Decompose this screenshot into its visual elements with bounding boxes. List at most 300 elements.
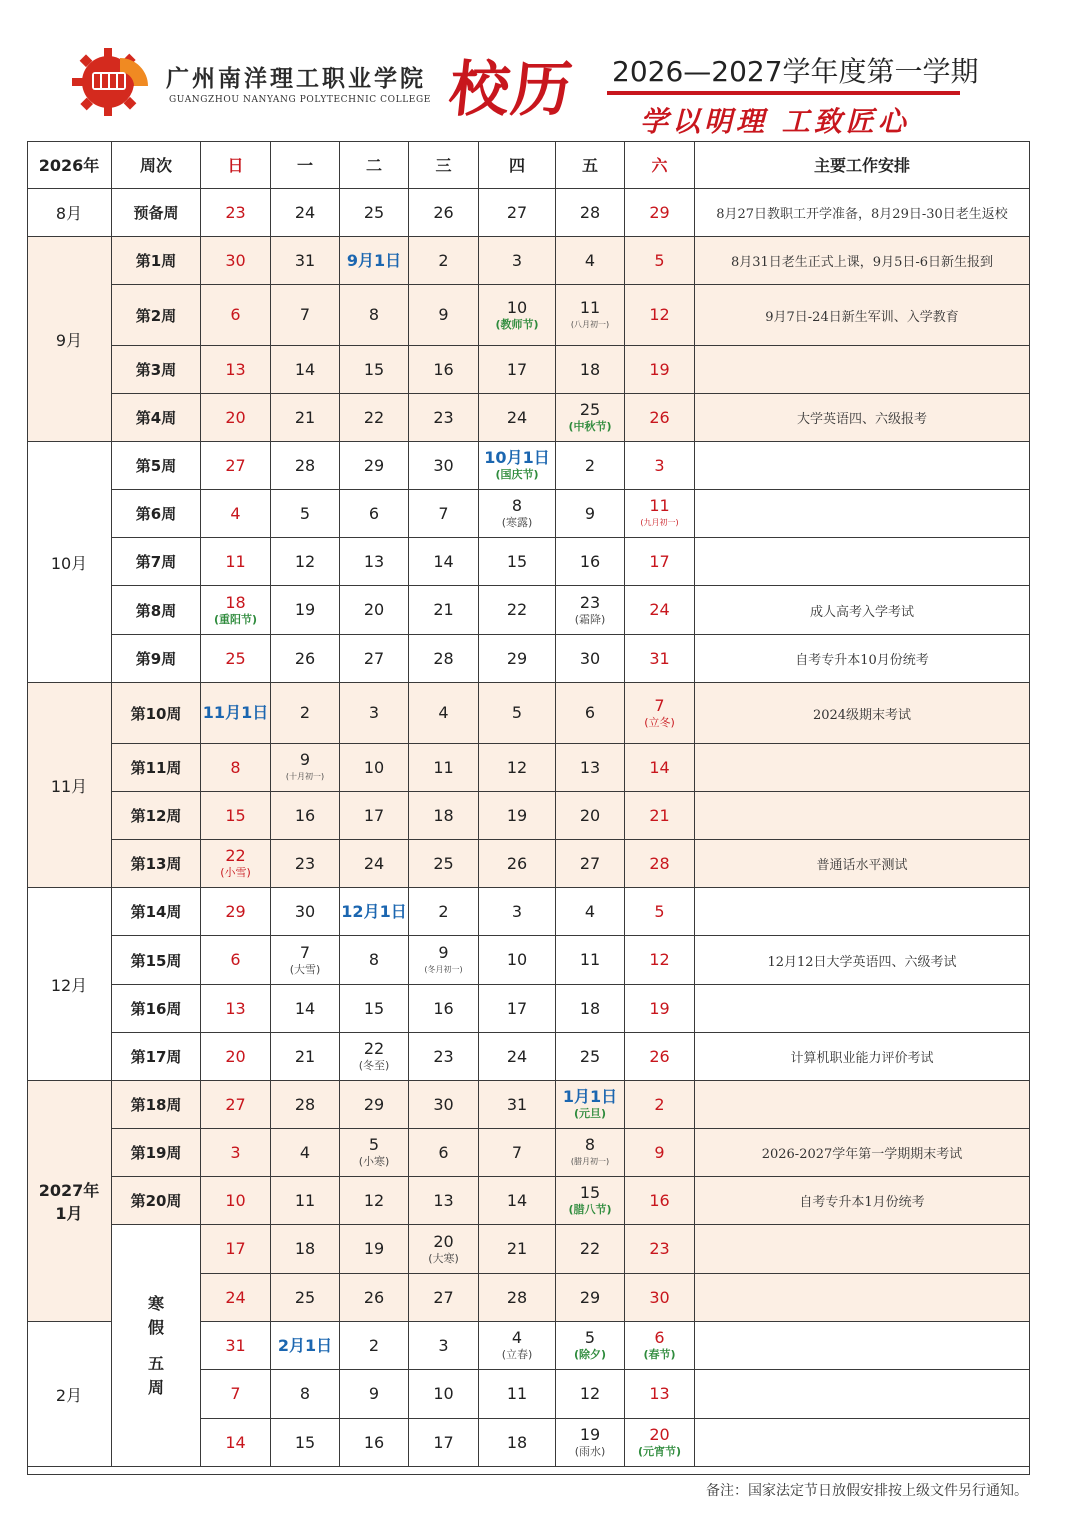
day-cell: [340, 189, 409, 237]
day-cell: [409, 538, 479, 586]
day-cell: [625, 635, 695, 683]
day-cell: [340, 744, 409, 792]
day-annotation: (霜降): [574, 612, 606, 626]
column-header: 二: [365, 156, 382, 175]
day-number: 2: [368, 1335, 380, 1355]
winter-break-label: 周: [147, 1377, 164, 1397]
day-cell: [409, 985, 479, 1033]
day-cell: [479, 888, 556, 936]
day-annotation: (腊月初一): [570, 1157, 610, 1166]
day-cell: [340, 237, 409, 285]
day-cell: [271, 394, 340, 442]
month-cell: [27, 1081, 112, 1322]
day-number: 27: [225, 1094, 246, 1114]
day-cell: [625, 1081, 695, 1129]
day-cell: [340, 394, 409, 442]
work-note-cell: [695, 237, 1030, 285]
day-annotation: (八月初一): [570, 319, 610, 329]
work-note-cell: [695, 394, 1030, 442]
day-cell: [556, 1129, 625, 1177]
day-number: 7: [299, 305, 311, 324]
day-number: 23: [649, 1239, 670, 1258]
day-number: 15: [579, 1183, 601, 1202]
day-number: 17: [506, 998, 528, 1018]
day-cell: [271, 744, 340, 792]
day-number: 19: [579, 1425, 601, 1444]
day-cell: [409, 1322, 479, 1370]
day-number: 4: [584, 901, 596, 921]
day-number: 9: [584, 503, 596, 523]
day-cell: [409, 1419, 479, 1467]
winter-break-label: 五: [147, 1353, 164, 1373]
day-number: 2: [438, 250, 449, 270]
month-label: 8月: [55, 204, 83, 223]
day-number: 25: [433, 853, 454, 873]
day-cell: [271, 888, 340, 936]
day-cell: [556, 1177, 625, 1225]
work-note-cell: [695, 792, 1030, 840]
week-cell: [112, 635, 201, 683]
day-number: 25: [579, 1046, 601, 1066]
day-cell: [271, 1033, 340, 1081]
term-title: 2026—2027学年度第一学期: [612, 55, 979, 88]
day-number: 5: [511, 703, 523, 722]
day-cell: [201, 1370, 271, 1419]
day-number: 3: [438, 1335, 449, 1355]
day-cell: [479, 1129, 556, 1177]
day-number: 25: [363, 202, 385, 222]
day-cell: [201, 237, 271, 285]
day-number: 16: [433, 359, 454, 379]
day-number: 28: [294, 1094, 316, 1114]
day-cell: [201, 1033, 271, 1081]
day-cell: [409, 1129, 479, 1177]
day-number: 6: [584, 703, 596, 722]
day-number: 13: [433, 1190, 454, 1210]
week-cell: [112, 1081, 201, 1129]
day-number: 9: [368, 1384, 380, 1403]
day-cell: [625, 792, 695, 840]
day-cell: [340, 346, 409, 394]
day-cell: [625, 1419, 695, 1467]
day-number: 18: [225, 592, 246, 612]
month-label: 2月: [55, 1385, 83, 1405]
day-number: 10: [433, 1384, 454, 1403]
day-cell: [479, 189, 556, 237]
month-cell: [27, 442, 112, 683]
month-label: 12月: [50, 975, 88, 995]
day-number: 16: [649, 1190, 670, 1210]
day-number: 29: [225, 901, 246, 921]
day-cell: [409, 586, 479, 635]
day-cell: [556, 1322, 625, 1370]
day-number: 20: [579, 805, 601, 825]
day-cell: [479, 1225, 556, 1274]
winter-break-cell: [112, 1225, 201, 1467]
day-number: 15: [225, 805, 246, 825]
day-cell: [271, 1419, 340, 1467]
day-number: 8: [511, 496, 523, 515]
day-number: 16: [363, 1432, 385, 1452]
day-cell: [625, 1033, 695, 1081]
day-cell: [409, 1225, 479, 1274]
day-cell: [340, 936, 409, 985]
day-cell: [409, 490, 479, 538]
day-number: 8: [368, 950, 380, 969]
work-note-cell: [695, 1033, 1030, 1081]
day-number: 29: [363, 455, 385, 475]
work-note-cell: [695, 683, 1030, 744]
header-cell: [271, 141, 340, 189]
day-cell: [625, 683, 695, 744]
day-cell: [556, 1419, 625, 1467]
day-number: 13: [363, 551, 385, 571]
day-number: 15: [294, 1432, 316, 1452]
day-cell: [625, 442, 695, 490]
day-number: 6: [230, 305, 241, 324]
day-number: 31: [225, 1335, 246, 1355]
day-number: 7: [299, 942, 311, 962]
day-number: 10: [225, 1190, 246, 1210]
day-number: 18: [579, 359, 601, 379]
day-cell: [201, 490, 271, 538]
day-cell: [479, 1322, 556, 1370]
day-annotation: (十月初一): [285, 772, 325, 781]
week-label: 第2周: [135, 306, 177, 325]
day-number: 26: [649, 1046, 670, 1066]
day-number: 16: [579, 551, 601, 571]
day-number: 23: [433, 1046, 454, 1066]
day-number: 12: [363, 1190, 385, 1210]
day-number: 2: [299, 703, 311, 722]
day-number: 9月1日: [346, 250, 402, 270]
day-cell: [340, 635, 409, 683]
day-cell: [556, 888, 625, 936]
day-cell: [340, 1370, 409, 1419]
month-label: 11月: [50, 776, 88, 796]
day-cell: [201, 840, 271, 888]
day-number: 30: [649, 1287, 670, 1307]
day-cell: [201, 538, 271, 586]
day-number: 13: [579, 757, 601, 777]
day-cell: [625, 888, 695, 936]
day-cell: [479, 1274, 556, 1322]
day-annotation: (除夕): [573, 1348, 607, 1361]
day-cell: [340, 1081, 409, 1129]
day-number: 20: [433, 1231, 454, 1251]
month-cell: [27, 189, 112, 237]
week-cell: [112, 442, 201, 490]
week-cell: [112, 1177, 201, 1225]
day-cell: [479, 635, 556, 683]
day-annotation: (大雪): [289, 962, 321, 976]
day-number: 5: [299, 503, 311, 523]
day-number: 4: [584, 250, 596, 270]
day-number: 31: [649, 648, 670, 668]
day-cell: [409, 1081, 479, 1129]
day-number: 10: [363, 757, 385, 777]
week-label: 第6周: [135, 505, 177, 523]
day-cell: [271, 985, 340, 1033]
day-cell: [625, 1370, 695, 1419]
day-cell: [409, 1177, 479, 1225]
column-header: 2026年: [38, 156, 100, 175]
header-cell: [340, 141, 409, 189]
week-label: 第13周: [130, 855, 182, 873]
day-number: 16: [294, 805, 316, 825]
work-note-cell: [695, 635, 1030, 683]
day-number: 27: [433, 1287, 454, 1307]
day-number: 29: [649, 202, 670, 222]
day-cell: [201, 1322, 271, 1370]
day-cell: [201, 586, 271, 635]
work-note-cell: [695, 1274, 1030, 1322]
day-number: 5: [584, 1328, 596, 1347]
day-cell: [479, 586, 556, 635]
day-cell: [271, 189, 340, 237]
day-cell: [409, 1370, 479, 1419]
day-number: 21: [433, 600, 454, 619]
week-label: 第19周: [130, 1144, 182, 1162]
day-cell: [201, 285, 271, 346]
column-header: 主要工作安排: [813, 156, 910, 175]
day-number: 12月1日: [341, 901, 407, 921]
day-number: 7: [654, 695, 665, 715]
day-cell: [479, 792, 556, 840]
day-cell: [479, 936, 556, 985]
day-number: 7: [438, 503, 449, 523]
day-cell: [340, 985, 409, 1033]
day-cell: [479, 490, 556, 538]
day-number: 1月1日: [562, 1087, 618, 1106]
day-number: 12: [579, 1384, 601, 1403]
day-cell: [625, 744, 695, 792]
day-number: 31: [506, 1094, 528, 1114]
day-number: 9: [654, 1142, 665, 1162]
day-number: 8: [230, 757, 241, 777]
day-cell: [625, 285, 695, 346]
work-note-cell: [695, 1225, 1030, 1274]
month-cell: [27, 1322, 112, 1467]
day-number: 8: [368, 305, 380, 324]
day-number: 19: [363, 1239, 385, 1258]
day-number: 3: [230, 1142, 241, 1162]
day-number: 21: [506, 1239, 528, 1258]
day-number: 6: [654, 1328, 665, 1347]
week-label: 第8周: [135, 601, 177, 620]
day-cell: [479, 538, 556, 586]
day-cell: [201, 1129, 271, 1177]
work-note: 大学英语四、六级报考: [796, 412, 927, 427]
day-number: 8: [584, 1135, 596, 1154]
day-number: 17: [506, 359, 528, 379]
day-number: 21: [294, 407, 316, 427]
day-cell: [271, 936, 340, 985]
week-label: 第9周: [135, 650, 177, 668]
week-cell: [112, 586, 201, 635]
day-number: 18: [433, 805, 454, 825]
day-cell: [201, 792, 271, 840]
calendar-table: [27, 141, 1030, 1475]
day-cell: [556, 442, 625, 490]
day-number: 3: [511, 901, 523, 921]
work-note: 计算机职业能力评价考试: [790, 1051, 934, 1066]
day-number: 10: [506, 950, 528, 969]
day-number: 4: [230, 503, 241, 523]
day-cell: [340, 490, 409, 538]
day-cell: [201, 744, 271, 792]
day-number: 2月1日: [277, 1335, 333, 1355]
day-annotation: (大寒): [428, 1251, 459, 1265]
day-number: 19: [294, 600, 316, 619]
day-number: 14: [294, 359, 316, 379]
day-cell: [556, 285, 625, 346]
day-cell: [201, 1225, 271, 1274]
school-name-cn: 广州南洋理工职业学院: [166, 65, 426, 92]
work-note-cell: [695, 285, 1030, 346]
day-annotation: (春节): [643, 1348, 676, 1361]
work-note-cell: [695, 1419, 1030, 1467]
day-cell: [556, 936, 625, 985]
day-cell: [625, 586, 695, 635]
day-number: 22: [506, 600, 528, 619]
day-cell: [271, 1322, 340, 1370]
day-number: 27: [579, 853, 601, 873]
day-cell: [201, 1419, 271, 1467]
work-note-cell: [695, 985, 1030, 1033]
day-number: 2: [584, 455, 596, 475]
day-cell: [340, 1129, 409, 1177]
week-label: 第5周: [135, 457, 177, 475]
day-annotation: (寒露): [501, 516, 533, 529]
day-number: 12: [294, 551, 316, 571]
day-number: 24: [649, 600, 670, 619]
day-number: 26: [294, 648, 316, 668]
day-cell: [556, 985, 625, 1033]
day-number: 15: [506, 551, 528, 571]
day-cell: [271, 683, 340, 744]
day-number: 19: [649, 998, 670, 1018]
day-cell: [556, 490, 625, 538]
day-cell: [409, 442, 479, 490]
day-cell: [271, 346, 340, 394]
day-cell: [625, 936, 695, 985]
work-note-cell: [695, 538, 1030, 586]
day-number: 6: [368, 503, 380, 523]
day-cell: [271, 840, 340, 888]
day-number: 5: [368, 1135, 380, 1154]
week-label: 第11周: [130, 759, 182, 777]
header-cell: [625, 141, 695, 189]
day-cell: [556, 744, 625, 792]
day-annotation: (九月初一): [640, 518, 679, 527]
work-note-cell: [695, 346, 1030, 394]
day-cell: [556, 189, 625, 237]
day-number: 3: [511, 250, 523, 270]
day-cell: [201, 1177, 271, 1225]
day-cell: [409, 346, 479, 394]
day-cell: [271, 237, 340, 285]
work-note-cell: [695, 1322, 1030, 1370]
week-cell: [112, 985, 201, 1033]
day-annotation: (教师节): [495, 317, 539, 331]
work-note-cell: [695, 888, 1030, 936]
header-cell: [695, 141, 1030, 189]
winter-break-label: 假: [147, 1317, 164, 1337]
day-number: 28: [649, 853, 670, 873]
day-number: 21: [294, 1046, 316, 1066]
day-cell: [340, 285, 409, 346]
day-cell: [409, 1274, 479, 1322]
week-cell: [112, 888, 201, 936]
week-cell: [112, 346, 201, 394]
day-number: 30: [225, 250, 246, 270]
day-number: 12: [506, 757, 528, 777]
day-number: 22: [363, 1039, 385, 1058]
week-cell: [112, 490, 201, 538]
day-number: 17: [433, 1432, 454, 1452]
day-annotation: (元旦): [573, 1107, 607, 1120]
header-cell: [27, 141, 112, 189]
day-number: 27: [363, 648, 385, 668]
day-number: 30: [433, 1094, 454, 1114]
day-cell: [479, 1370, 556, 1419]
day-cell: [479, 1177, 556, 1225]
day-cell: [409, 792, 479, 840]
day-cell: [556, 586, 625, 635]
week-cell: [112, 538, 201, 586]
day-number: 18: [579, 998, 601, 1018]
day-number: 30: [433, 455, 454, 475]
week-label: 第1周: [135, 252, 177, 270]
day-cell: [625, 237, 695, 285]
day-cell: [556, 1274, 625, 1322]
work-note-cell: [695, 744, 1030, 792]
school-name-en: GUANGZHOU NANYANG POLYTECHNIC COLLEGE: [169, 95, 431, 105]
work-note-cell: [695, 586, 1030, 635]
day-number: 6: [438, 1142, 449, 1162]
day-number: 9: [299, 750, 311, 769]
day-cell: [409, 635, 479, 683]
day-cell: [479, 840, 556, 888]
work-note: 8月27日教职工开学准备，8月29日-30日老生返校: [716, 207, 1008, 222]
day-number: 4: [438, 703, 449, 722]
day-number: 7: [230, 1384, 241, 1403]
gear-fist-logo-icon: [70, 46, 154, 118]
month-cell: [27, 683, 112, 888]
day-cell: [340, 1177, 409, 1225]
week-label: 第17周: [130, 1048, 182, 1066]
column-header: 一: [296, 156, 313, 175]
week-label: 第3周: [135, 361, 177, 379]
day-number: 20: [225, 407, 246, 427]
day-number: 11: [579, 950, 601, 969]
day-number: 8: [299, 1384, 311, 1403]
work-note: 成人高考入学考试: [809, 604, 914, 620]
day-number: 9: [438, 942, 449, 962]
day-cell: [625, 490, 695, 538]
day-number: 24: [225, 1287, 246, 1307]
day-number: 31: [294, 250, 316, 270]
week-cell: [112, 744, 201, 792]
week-cell: [112, 792, 201, 840]
day-number: 25: [225, 648, 246, 668]
day-cell: [201, 683, 271, 744]
day-number: 18: [506, 1432, 528, 1452]
day-annotation: (立春): [501, 1348, 533, 1361]
day-number: 11: [433, 757, 454, 777]
day-number: 14: [294, 998, 316, 1018]
